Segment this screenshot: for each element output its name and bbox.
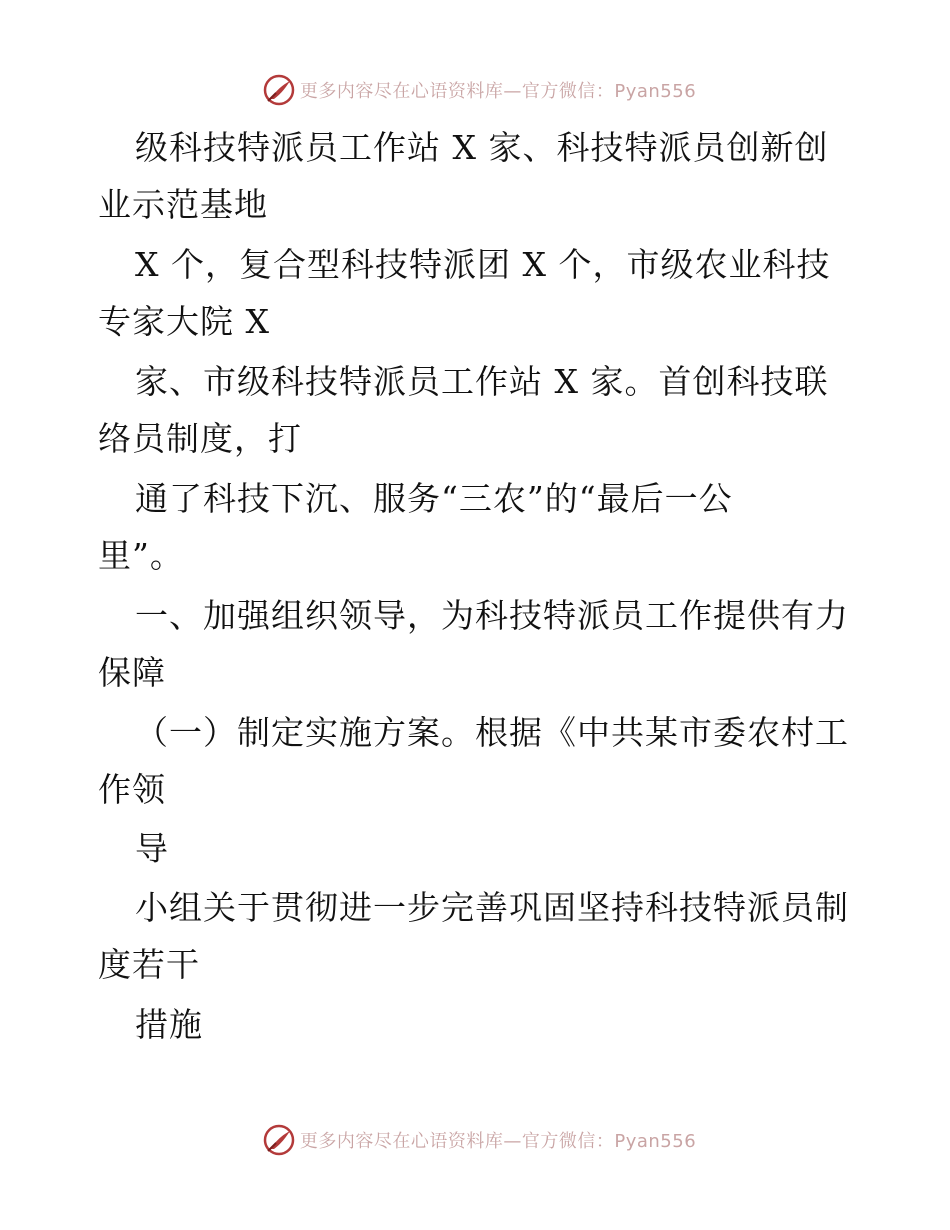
text-line: 业示范基地 <box>98 185 268 224</box>
text-line: 一、加强组织领导，为科技特派员工作提供有力 <box>135 596 849 635</box>
text-line: 通了科技下沉、服务“三农”的“最后一公 <box>135 479 733 518</box>
watermark-text: 更多内容尽在心语资料库—官方微信：Pyan556 <box>299 81 697 102</box>
text-line: 专家大院 X <box>98 302 270 341</box>
text-line: 导 <box>135 829 169 868</box>
text-line: （一）制定实施方案。根据《中共某市委农村工 <box>135 713 849 752</box>
footer-watermark <box>0 1120 950 1160</box>
feather-pen-logo-icon <box>262 73 296 107</box>
text-line: 里”。 <box>98 536 184 575</box>
watermark-text: 更多内容尽在心语资料库—官方微信：Pyan556 <box>299 1131 697 1152</box>
feather-pen-logo-icon <box>262 1123 296 1157</box>
header-watermark <box>0 70 950 110</box>
text-line: 作领 <box>98 770 166 809</box>
text-line: 级科技特派员工作站 X 家、科技特派员创新创 <box>135 128 829 167</box>
text-line: 家、市级科技特派员工作站 X 家。首创科技联 <box>135 362 829 401</box>
text-line: 度若干 <box>98 945 200 984</box>
text-line: X 个，复合型科技特派团 X 个，市级农业科技 <box>135 245 831 284</box>
text-line: 保障 <box>98 653 166 692</box>
text-line: 措施 <box>135 1005 203 1044</box>
text-line: 络员制度，打 <box>98 419 302 458</box>
text-line: 小组关于贯彻进一步完善巩固坚持科技特派员制 <box>135 888 849 927</box>
